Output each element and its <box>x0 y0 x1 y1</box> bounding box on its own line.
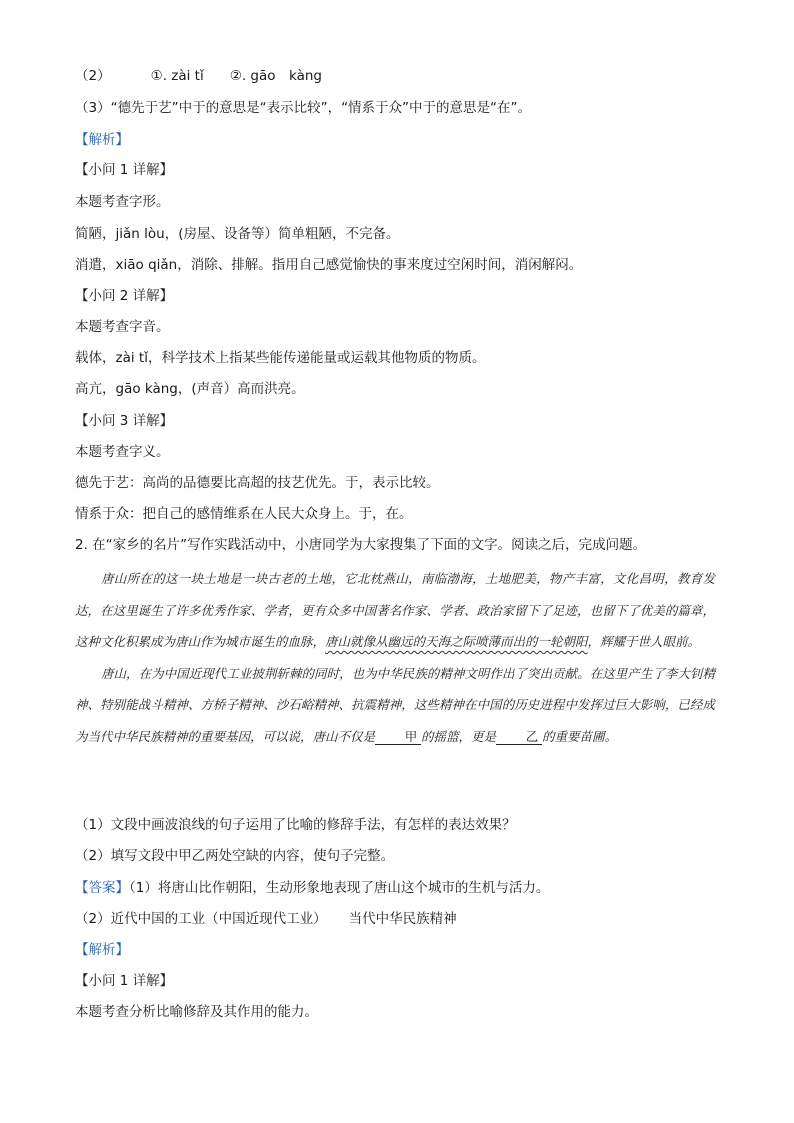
sub-question-3-line-2: 德先于艺：高尚的品德要比高超的技艺优先。于，表示比较。 <box>75 475 440 491</box>
blank-yi: 乙 <box>496 730 542 745</box>
answer-2-option-a: ①. zài tǐ <box>150 68 204 84</box>
sub-question-2-line-1: 本题考查字音。 <box>75 319 170 335</box>
analysis-heading: 【解析】 <box>75 132 129 148</box>
passage-paragraph-2 <box>75 658 715 753</box>
answer-1-text: （1）将唐山比作朝阳，生动形象地表现了唐山这个城市的生机与活力。 <box>129 880 550 896</box>
sub-question-3-line-1: 本题考查字义。 <box>75 444 170 460</box>
passage-p2-text-b: 的摇篮，更是 <box>421 728 497 744</box>
answer-line-2 <box>75 910 457 928</box>
answer-2-line <box>75 67 322 85</box>
sub-question-2-line-2: 载体，zài tǐ，科学技术上指某些能传递能量或运载其他物质的物质。 <box>75 350 486 366</box>
question-2-part-1: （1）文段中画波浪线的句子运用了比喻的修辞手法，有怎样的表达效果？ <box>75 817 516 833</box>
sub-question-1-line-2: 简陋，jiǎn lòu，(房屋、设备等）简单粗陋，不完备。 <box>75 226 400 242</box>
sub-question-3-line-3: 情系于众：把自己的感情维系在人民大众身上。于，在。 <box>75 506 413 522</box>
answer-line-1 <box>75 879 549 897</box>
question-2-part-2: （2）填写文段中甲乙两处空缺的内容，使句子完整。 <box>75 848 395 864</box>
sub-question-1-heading: 【小问 1 详解】 <box>75 162 174 178</box>
wavy-underlined-sentence: 唐山就像从幽远的天海之际喷薄而出的一轮朝阳 <box>325 634 588 649</box>
q2-sub-question-1-line-1: 本题考查分析比喻修辞及其作用的能力。 <box>75 1004 318 1020</box>
answer-2b-text: 当代中华民族精神 <box>348 911 457 927</box>
passage-p1-text-b: ，辉耀于世人眼前。 <box>587 634 701 649</box>
passage-p2-text-a: 唐山，在为中国近现代工业披荆斩棘的同时，也为中华民族的精神文明作出了突出贡献。在这里产生了李大钊精神、特别能战斗精神、方桥子精神、沙石峪精神、抗震精神，这些精神在中国的历史进程中发挥过巨大影响，已经成为当代中华民族精神的重要基因，可以说，唐山不仅是 <box>75 665 715 744</box>
question-2-stem: 2. 在“家乡的名片”写作实践活动中，小唐同学为大家搜集了下面的文字。阅读之后，完成问题。 <box>75 537 647 553</box>
answer-2a-text: （2）近代中国的工业（中国近现代工业） <box>75 911 327 927</box>
answer-heading: 【答案】 <box>75 880 129 896</box>
reading-passage <box>75 563 715 752</box>
analysis-heading-2: 【解析】 <box>75 942 129 958</box>
passage-paragraph-1 <box>75 563 715 658</box>
q2-sub-question-1-heading: 【小问 1 详解】 <box>75 973 174 989</box>
blank-jia: 甲 <box>375 730 421 745</box>
sub-question-2-line-3: 高亢，gāo kàng，(声音）高而洪亮。 <box>75 381 305 397</box>
sub-question-2-heading: 【小问 2 详解】 <box>75 288 174 304</box>
answer-2-option-b: ②. gāo kàng <box>229 68 322 84</box>
answer-3-line: （3）“德先于艺”中于的意思是“表示比较”，“情系于众”中于的意思是“在”。 <box>75 100 532 116</box>
passage-p1-text-a: 唐山所在的这一块土地是一块古老的土地，它北枕燕山，南临渤海，土地肥美，物产丰富，文化昌明，教育发达，在这里诞生了许多优秀作家、学者，更有众多中国著名作家、学者、政治家留下了足迹，也留下了优美的篇章，这种文化积累成为唐山作为城市诞生的血脉， <box>75 571 715 649</box>
sub-question-1-line-1: 本题考查字形。 <box>75 194 170 210</box>
sub-question-1-line-3: 消遣，xiāo qiǎn，消除、排解。指用自己感觉愉快的事来度过空闲时间，消闲解闷。 <box>75 257 583 273</box>
answer-2-number: （2） <box>75 68 111 84</box>
sub-question-3-heading: 【小问 3 详解】 <box>75 413 174 429</box>
passage-p2-text-c: 的重要苗圃。 <box>542 728 618 744</box>
